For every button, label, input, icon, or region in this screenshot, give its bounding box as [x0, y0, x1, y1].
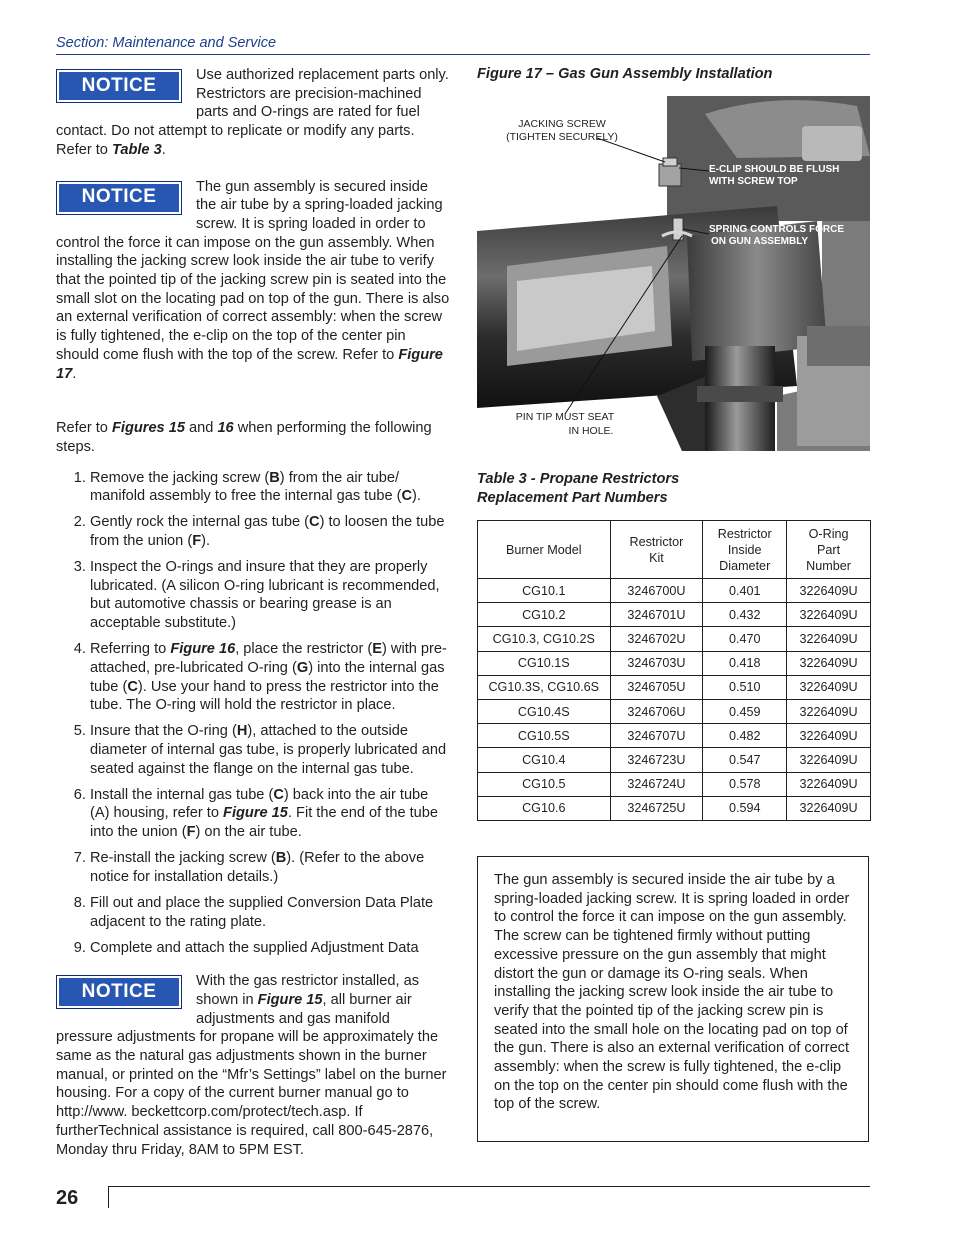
notice-badge: NOTICE	[56, 181, 182, 215]
jacking-screw-info-box: The gun assembly is secured inside the air tube by a spring-loaded jacking screw. It is spring loaded in order to control the force it can impose on the gun assembly. The screw can be tightened firmly without putting excessive pressure on the gun assembly that might distort the gun or damage its O-ring seals. When installing the jacking screw look inside the air tube to verify that the pointed tip of the jacking screw pin is seated into the small hole on the locating pad on top of the gun. There is also an external verification of correct assembly: when the screw is fully tightened, the e-clip on the top on the center pin should come flush with the top of the screw.	[477, 856, 869, 1142]
footer-divider	[108, 1186, 109, 1208]
table-title: Table 3 - Propane Restrictors Replacement Part Numbers	[477, 471, 680, 506]
table-row: CG10.6 3246725U 0.594 3226409U	[478, 796, 871, 820]
table-row: CG10.4 3246723U 0.547 3226409U	[478, 748, 871, 772]
steps-list	[56, 469, 450, 958]
step-item: 8. Fill out and place the supplied Conversion Data Plate adjacent to the rating plate.	[90, 894, 450, 931]
label-spring: SPRING CONTROLS FORCE	[709, 224, 845, 235]
table-row: CG10.5 3246724U 0.578 3226409U	[478, 772, 871, 796]
section-header: Section: Maintenance and Service	[56, 35, 277, 51]
table-row: CG10.3, CG10.2S 3246702U 0.470 3226409U	[478, 627, 871, 651]
label-pin-tip: PIN TIP MUST SEAT	[515, 411, 615, 423]
gas-gun-assembly-figure	[477, 96, 870, 451]
notice-replacement-parts	[56, 66, 450, 160]
label-spring-2: ON GUN ASSEMBLY	[711, 236, 809, 247]
table-row: CG10.1 3246700U 0.401 3226409U	[478, 579, 871, 603]
table-row: CG10.3S, CG10.6S 3246705U 0.510 3226409U	[478, 675, 871, 699]
header-rule	[56, 54, 870, 55]
step-item: 7. Re-install the jacking screw (B). (Refer to the above notice for installation details.)	[90, 849, 450, 886]
label-jacking-screw-note: (TIGHTEN SECURELY)	[506, 131, 618, 143]
label-pin-tip-2: IN HOLE.	[568, 425, 614, 437]
step-item: 9. Complete and attach the supplied Adjustment Data	[90, 939, 450, 958]
steps-intro: Refer to Figures 15 and 16 when performing the following steps.	[56, 420, 432, 455]
step-item: 1. Remove the jacking screw (B) from the air tube/ manifold assembly to free the internal gas tube (C).	[90, 469, 450, 506]
table-row: CG10.4S 3246706U 0.459 3226409U	[478, 699, 871, 723]
notice-text: With the gas restrictor installed, as shown in Figure 15, all burner air adjustments and gas manifold pressure adjustments for propane will be approximately the same as the natural gas adjustments shown in the burner manual, or printed on the “Mfr’s Settings” label on the burner housing. For a copy of the current burner manual go to http://www. beckettcorp.com/protect/tech.asp. If furtherTechnical assistance is required, call 800-645-2876, Monday thru Friday, 8AM to 5PM EST.	[56, 973, 447, 1158]
page-number: 26	[56, 1187, 79, 1209]
header-oring-part: O-Ring Part Number	[787, 521, 871, 579]
step-item: 2. Gently rock the internal gas tube (C) to loosen the tube from the union (F).	[90, 513, 450, 550]
table-row: CG10.1S 3246703U 0.418 3226409U	[478, 651, 871, 675]
notice-badge: NOTICE	[56, 975, 182, 1009]
step-item: 6. Install the internal gas tube (C) back into the air tube (A) housing, refer to Figure 15. Fit the end of the tube into the union (F) on the air tube.	[90, 786, 450, 842]
table-row: CG10.2 3246701U 0.432 3226409U	[478, 603, 871, 627]
table-header-row	[478, 521, 871, 579]
assembly-illustration	[477, 96, 870, 451]
notice-jacking-screw	[56, 178, 450, 384]
header-restrictor-kit: Restrictor Kit	[610, 521, 703, 579]
notice-adjustments	[56, 972, 450, 1159]
table-row: CG10.5S 3246707U 0.482 3226409U	[478, 724, 871, 748]
step-item: 5. Insure that the O-ring (H), attached to the outside diameter of internal gas tube, is properly lubricated and seated against the flange on the internal gas tube.	[90, 722, 450, 778]
figure-caption: Figure 17 – Gas Gun Assembly Installation	[477, 66, 773, 82]
notice-badge: NOTICE	[56, 69, 182, 103]
notice-text: Use authorized replacement parts only. Restrictors are precision-machined parts and O-rings are rated for fuel contact. Do not attempt to replicate or modify any parts. Refer to Table 3.	[56, 67, 449, 158]
left-column	[56, 66, 450, 1159]
notice-text: The gun assembly is secured inside the air tube by a spring-loaded jacking screw. It is spring loaded in order to control the force it can impose on the gun assembly. When installing the jacking screw look inside the air tube to verify that the pointed tip of the jacking screw pin is seated into the small slot on the locating pad on top of the gun. There is also an external verification of correct assembly: when the screw is fully tightened, the e-clip on the top of the center pin should come flush with the top of the screw. Refer to Figure 17.	[56, 178, 450, 382]
step-item: 3. Inspect the O-rings and insure that they are properly lubricated. (A silicon O-ring lubricant is recommended, but automotive chassis or bearing grease is an acceptable substitute.)	[90, 558, 450, 633]
step-item: 4. Referring to Figure 16, place the restrictor (E) with pre-attached, pre-lubricated O-ring (G) into the internal gas tube (C). Use your hand to press the restrictor into the tube. The O-ring will hold the restrictor in place.	[90, 640, 450, 715]
restrictor-table	[477, 520, 871, 821]
header-inside-diameter: Restrictor Inside Diameter	[703, 521, 787, 579]
label-eclip: E-CLIP SHOULD BE FLUSH	[709, 164, 840, 175]
footer-rule	[108, 1186, 870, 1187]
label-eclip-2: WITH SCREW TOP	[709, 176, 798, 187]
header-burner-model: Burner Model	[478, 521, 611, 579]
label-jacking-screw: JACKING SCREW	[518, 118, 606, 130]
